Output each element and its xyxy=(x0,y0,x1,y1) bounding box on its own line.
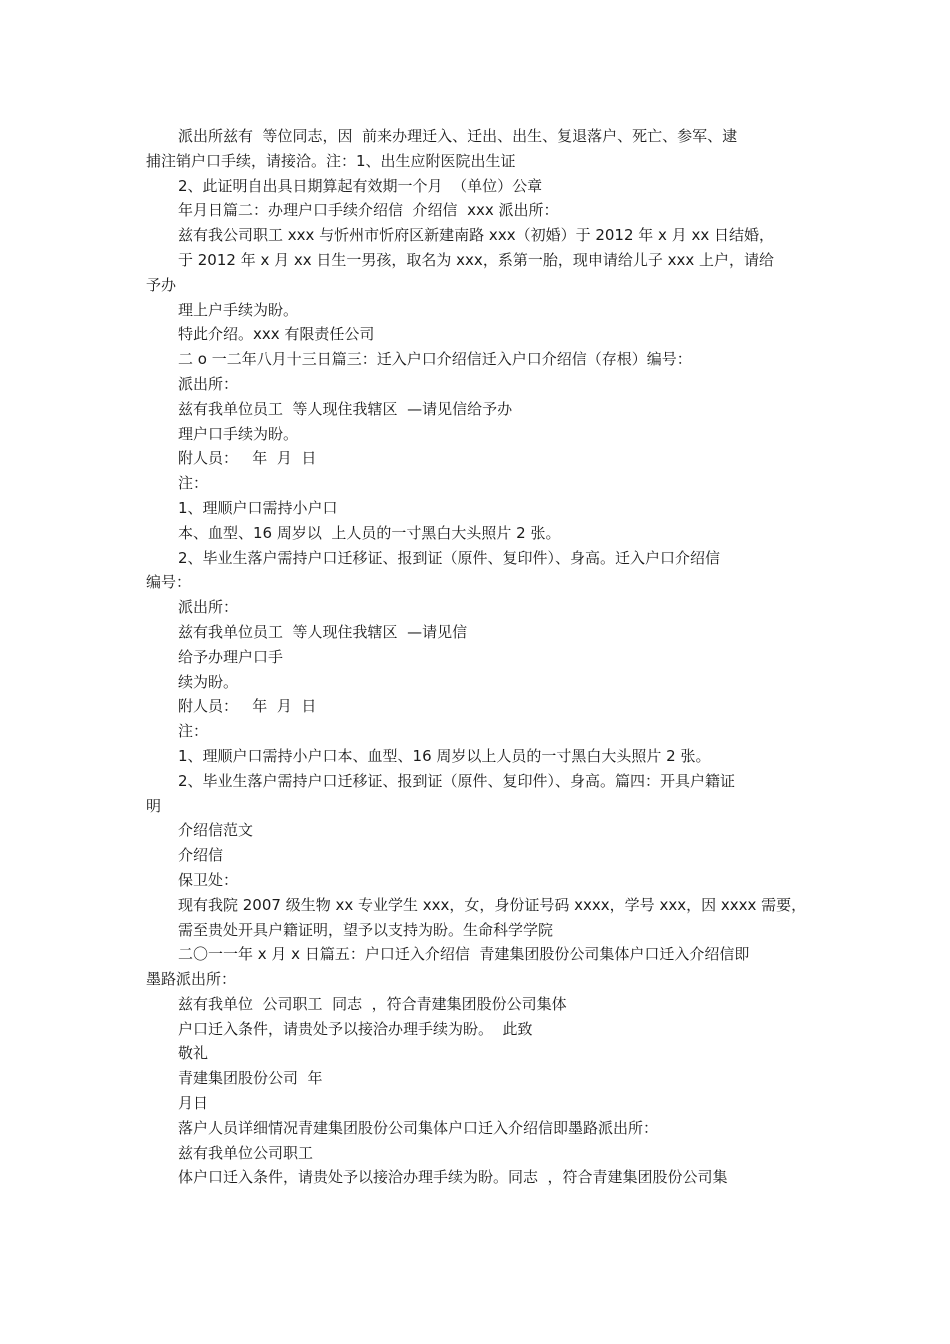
text-line: 兹有我单位 公司职工 同志 ，符合青建集团股份公司集体 xyxy=(178,994,567,1013)
text-line: 注： xyxy=(178,722,209,741)
text-line: 派出所： xyxy=(178,374,239,393)
text-line: 予办 xyxy=(146,275,177,294)
text-line: 墨路派出所： xyxy=(146,970,237,989)
text-line: 月日 xyxy=(178,1094,209,1113)
text-line: 特此介绍。xxx 有限责任公司 xyxy=(178,325,375,344)
text-line: 兹有我单位公司职工 xyxy=(178,1143,314,1162)
text-line: 二 o 一二年八月十三日篇三：迁入户口介绍信迁入户口介绍信（存根）编号： xyxy=(178,350,692,369)
text-line: 于 2012 年 x 月 xx 日生一男孩，取名为 xxx，系第一胎，现申请给儿子 xxx 上户，请给 xyxy=(178,250,774,269)
text-line: 年月日篇二：办理户口手续介绍信 介绍信 xxx 派出所： xyxy=(178,201,559,220)
text-line: 落户人员详细情况青建集团股份公司集体户口迁入介绍信即墨路派出所： xyxy=(178,1118,659,1137)
text-line: 兹有我单位员工 等人现住我辖区 —请见信给予办 xyxy=(178,399,513,418)
text-line: 兹有我单位员工 等人现住我辖区 —请见信 xyxy=(178,622,468,641)
text-line: 敬礼 xyxy=(178,1044,209,1063)
text-line: 1、理顺户口需持小户口 xyxy=(178,498,338,517)
text-line: 派出所： xyxy=(178,598,239,617)
text-line: 兹有我公司职工 xxx 与忻州市忻府区新建南路 xxx（初婚）于 2012 年 x 月 xx 日结婚， xyxy=(178,226,774,245)
text-line: 现有我院 2007 级生物 xx 专业学生 xxx，女，身份证号码 xxxx，学号 xxx，因 xxxx 需要， xyxy=(178,895,807,914)
text-line: 附人员： 年 月 日 xyxy=(178,697,317,716)
text-line: 捕注销户口手续，请接洽。注：1、出生应附医院出生证 xyxy=(146,151,516,170)
text-line: 介绍信范文 xyxy=(178,821,254,840)
text-line: 附人员： 年 月 日 xyxy=(178,449,317,468)
text-line: 本、血型、16 周岁以 上人员的一寸黑白大头照片 2 张。 xyxy=(178,523,561,542)
text-line: 编号： xyxy=(146,573,192,592)
text-line: 体户口迁入条件，请贵处予以接洽办理手续为盼。同志 ，符合青建集团股份公司集 xyxy=(178,1168,728,1187)
text-line: 二〇一一年 x 月 x 日篇五：户口迁入介绍信 青建集团股份公司集体户口迁入介绍信即 xyxy=(178,945,750,964)
text-line: 给予办理户口手 xyxy=(178,647,284,666)
text-line: 注： xyxy=(178,474,209,493)
text-line: 保卫处： xyxy=(178,870,239,889)
text-line: 1、理顺户口需持小户口本、血型、16 周岁以上人员的一寸黑白大头照片 2 张。 xyxy=(178,746,711,765)
text-line: 介绍信 xyxy=(178,846,224,865)
text-line: 户口迁入条件，请贵处予以接洽办理手续为盼。 此致 xyxy=(178,1019,533,1038)
text-line: 2、此证明自出具日期算起有效期一个月 （单位）公章 xyxy=(178,176,543,195)
text-line: 青建集团股份公司 年 xyxy=(178,1069,323,1088)
text-line: 续为盼。 xyxy=(178,672,239,691)
document-body xyxy=(146,124,810,1190)
text-line: 派出所兹有 等位同志，因 前来办理迁入、迁出、出生、复退落户、死亡、参军、逮 xyxy=(178,127,738,145)
text-line: 2、毕业生落户需持户口迁移证、报到证（原件、复印件）、身高。篇四：开具户籍证 xyxy=(178,771,736,790)
text-line: 2、毕业生落户需持户口迁移证、报到证（原件、复印件）、身高。迁入户口介绍信 xyxy=(178,548,721,567)
text-line: 明 xyxy=(146,796,162,815)
text-line: 理上户手续为盼。 xyxy=(178,300,299,319)
text-line: 理户口手续为盼。 xyxy=(178,424,299,443)
text-line: 需至贵处开具户籍证明，望予以支持为盼。生命科学学院 xyxy=(178,920,554,939)
